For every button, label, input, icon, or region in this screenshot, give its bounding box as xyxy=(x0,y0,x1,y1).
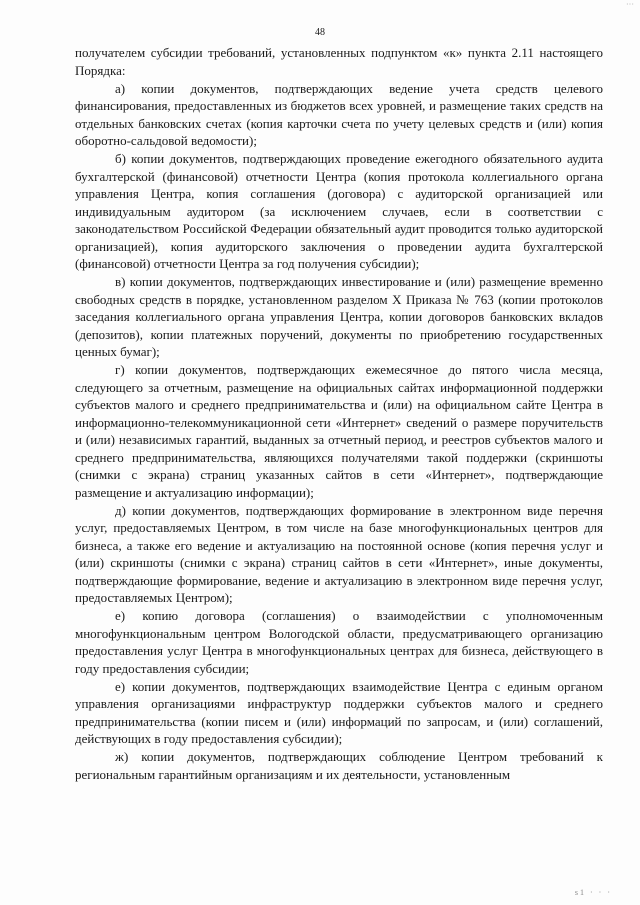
page-number: 48 xyxy=(315,27,325,38)
paragraph-continuation: получателем субсидии требований, установленных подпунктом «к» пункта 2.11 настоящего Порядка: xyxy=(75,45,603,78)
paragraph-item-b: б) копии документов, подтверждающих проведение ежегодного обязательного аудита бухгалтерской (финансовой) отчетности Центра (копия протокола коллегиального органа управления Центра, копия соглашения (договора) с аудиторской организацией или индивидуальным аудитором (за исключением случаев, если в соответствии с законодательством Российской Федерации обязательный аудит проводится только аудиторской организацией), копия аудиторского заключения о проведении аудита бухгалтерской (финансовой) отчетности Центра за год получения субсидии); xyxy=(75,151,603,271)
paragraph-item-e-2: е) копии документов, подтверждающих взаимодействие Центра с единым органом управления организациями инфраструктур поддержки субъектов малого и среднего предпринимательства (копии писем и (или) информаций по запросам, и (или) соглашений, действующих в году предоставления субсидии); xyxy=(75,678,603,746)
paragraph-item-g: г) копии документов, подтверждающих ежемесячное до пятого числа месяца, следующего за отчетным, размещение на официальных сайтах информационной поддержки субъектов малого и среднего предпринимательства и (или) на официальном сайте Центра в информационно-телекоммуникационной сети «Интернет» сведений о размере поручительств и (или) независимых гарантий, выданных за отчетный период, и реестров субъектов малого и среднего предпринимательства, являющихся получателями такой поддержки (скриншоты (снимки с экрана) страниц указанных сайтов в сети «Интернет», подтверждающие размещение и актуализацию информации); xyxy=(75,362,603,500)
paragraph-item-a: а) копии документов, подтверждающих ведение учета средств целевого финансирования, предоставленных из бюджетов всех уровней, и размещение таких средств на отдельных банковских счетах (копия карточки счета по учету целевых средств и (или) копия оборотно-сальдовой ведомости); xyxy=(75,80,603,148)
paragraph-item-zh: ж) копии документов, подтверждающих соблюдение Центром требований к региональным гарантийным организациям и их деятельности, установленным xyxy=(75,749,603,782)
paragraph-item-d: д) копии документов, подтверждающих формирование в электронном виде перечня услуг, предоставляемых Центром, в том числе на базе многофункциональных центров для бизнеса, а также его ведение и актуализацию на постоянной основе (копия перечня услуг и (или) скриншоты (снимки с экрана) страниц сайтов в сети «Интернет», иные документы, подтверждающие формирование, ведение и актуализацию в электронном виде перечня услуг, предоставляемых Центром); xyxy=(75,502,603,605)
paragraph-item-v: в) копии документов, подтверждающих инвестирование и (или) размещение временно свободных средств в порядке, установленном разделом X Приказа № 763 (копии протоколов заседания коллегиального органа управления Центра, копии договоров банковских вкладов (депозитов), копии платежных поручений, документы по приобретению государственных ценных бумаг); xyxy=(75,274,603,359)
scan-corner-mark: ··· xyxy=(626,0,634,9)
document-body xyxy=(75,44,603,784)
paragraph-item-e: е) копию договора (соглашения) о взаимодействии с уполномоченным многофункциональным центром Вологодской области, предусматривающего организацию предоставления услуг Центра в многофункциональных центрах для бизнеса, действующего в году предоставления субсидии; xyxy=(75,608,603,676)
scan-footer-mark: s1 · · · xyxy=(574,888,612,897)
